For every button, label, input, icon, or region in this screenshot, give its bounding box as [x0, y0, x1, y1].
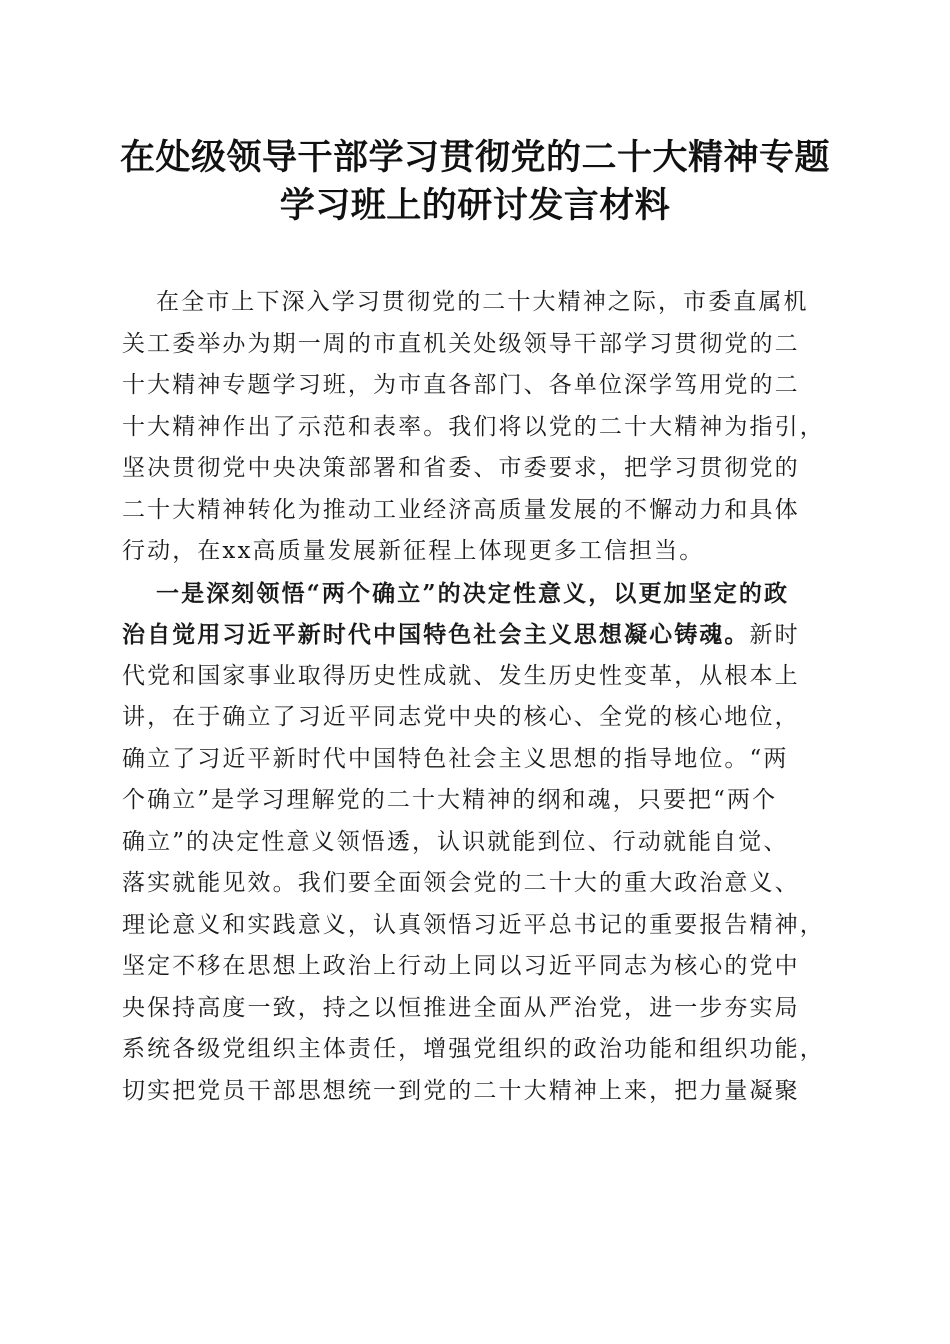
text-line: 坚决贯彻党中央决策部署和省委、市委要求，把学习贯彻党的: [122, 455, 800, 481]
mixed-line: [122, 614, 834, 656]
text-line: 确立”的决定性意义领悟透，认识就能到位、行动就能自觉、: [122, 828, 789, 855]
text-line: 二十大精神转化为推动工业经济高质量发展的不懈动力和具体: [122, 496, 800, 523]
text-line: 代党和国家事业取得历史性成就、发生历史性变革，从根本上: [122, 662, 800, 689]
text-line: 十大精神作出了示范和表率。我们将以党的二十大精神为指引，: [122, 413, 825, 440]
bold-heading-line: 治自觉用习近平新时代中国特色社会主义思想凝心铸魂。: [122, 621, 750, 648]
bold-heading-line: 一是深刻领悟“两个确立”的决定性意义，以更加坚定的政: [156, 579, 790, 607]
text-line: 系统各级党组织主体责任，增强党组织的政治功能和组织功能，: [122, 1036, 825, 1062]
title-line-1: 在处级领导干部学习贯彻党的二十大精神专题: [119, 137, 830, 178]
text-line: 行动，在xx高质量发展新征程上体现更多工信担当。: [122, 538, 705, 564]
text-line: 在全市上下深入学习贯彻党的二十大精神之际，市委直属机: [156, 289, 809, 315]
text-line: 关工委举办为期一周的市直机关处级领导干部学习贯彻党的二: [122, 330, 800, 357]
title-line-2: 学习班上的研讨发言材料: [279, 185, 671, 226]
text-line: 切实把党员干部思想统一到党的二十大精神上来，把力量凝聚: [122, 1077, 800, 1104]
text-line: 十大精神专题学习班，为市直各部门、各单位深学笃用党的二: [122, 372, 800, 398]
text-line: 理论意义和实践意义，认真领悟习近平总书记的重要报告精神，: [122, 911, 825, 938]
document-body: [122, 282, 834, 1112]
text-line: 落实就能见效。我们要全面领会党的二十大的重大政治意义、: [122, 870, 800, 896]
text-line: 坚定不移在思想上政治上行动上同以习近平同志为核心的党中: [122, 953, 800, 979]
text-line: 央保持高度一致，持之以恒推进全面从严治党，进一步夯实局: [122, 994, 800, 1021]
document-title: [100, 134, 850, 230]
text-line: 确立了习近平新时代中国特色社会主义思想的指导地位。“两: [122, 745, 789, 772]
paragraph-point-one: [122, 573, 834, 1113]
text-line: 个确立”是学习理解党的二十大精神的纲和魂，只要把“两个: [122, 787, 778, 813]
text-segment: 新时: [749, 622, 800, 648]
paragraph-intro: [122, 282, 834, 573]
text-line: 讲，在于确立了习近平同志党中央的核心、全党的核心地位，: [122, 704, 800, 730]
